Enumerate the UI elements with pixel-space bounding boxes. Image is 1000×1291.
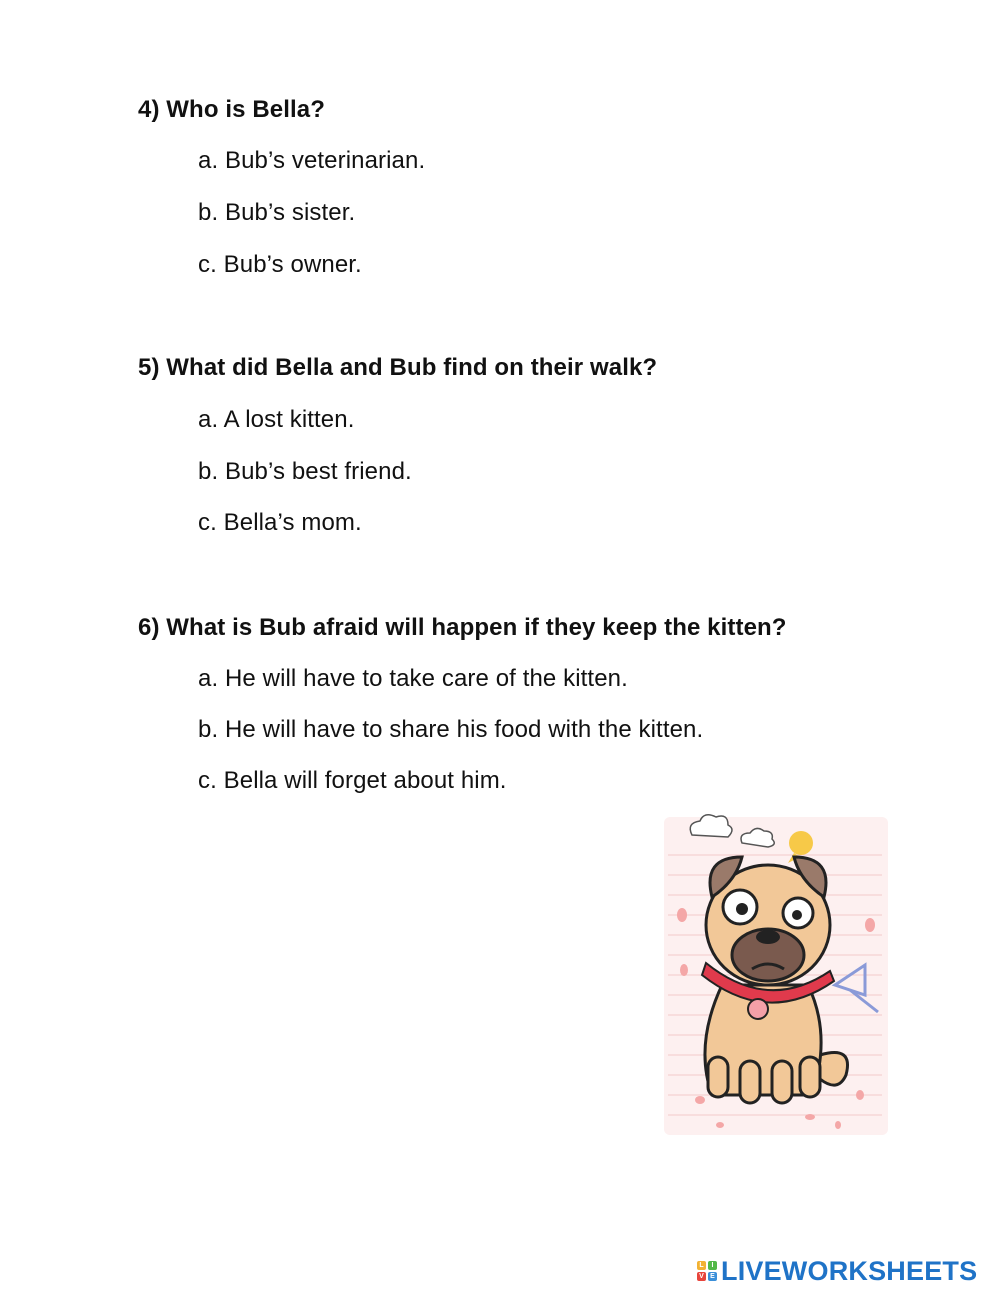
liveworksheets-logo <box>697 1255 977 1287</box>
question-4-option-b: b. Bub’s sister. <box>198 199 356 226</box>
question-6: 6) What is Bub afraid will happen if they keep the kitten? <box>138 614 787 641</box>
question-5-option-a: a. A lost kitten. <box>198 406 355 433</box>
question-4: 4) Who is Bella? <box>138 96 325 123</box>
logo-mark-icon: L I V E <box>697 1261 717 1281</box>
question-6-option-a: a. He will have to take care of the kitten. <box>198 665 628 692</box>
question-4-option-c: c. Bub’s owner. <box>198 251 362 278</box>
pug-illustration <box>660 795 892 1140</box>
pug-tail <box>820 1053 848 1086</box>
pug-nose <box>756 930 780 944</box>
collar-tag <box>748 999 768 1019</box>
question-5: 5) What did Bella and Bub find on their walk? <box>138 354 658 381</box>
logo-text: LIVEWORKSHEETS <box>721 1255 978 1286</box>
question-6-option-c: c. Bella will forget about him. <box>198 767 507 794</box>
question-6-option-b: b. He will have to share his food with the kitten. <box>198 716 704 743</box>
question-5-option-c: c. Bella’s mom. <box>198 509 362 536</box>
question-4-option-a: a. Bub’s veterinarian. <box>198 147 426 174</box>
question-5-option-b: b. Bub’s best friend. <box>198 458 412 485</box>
